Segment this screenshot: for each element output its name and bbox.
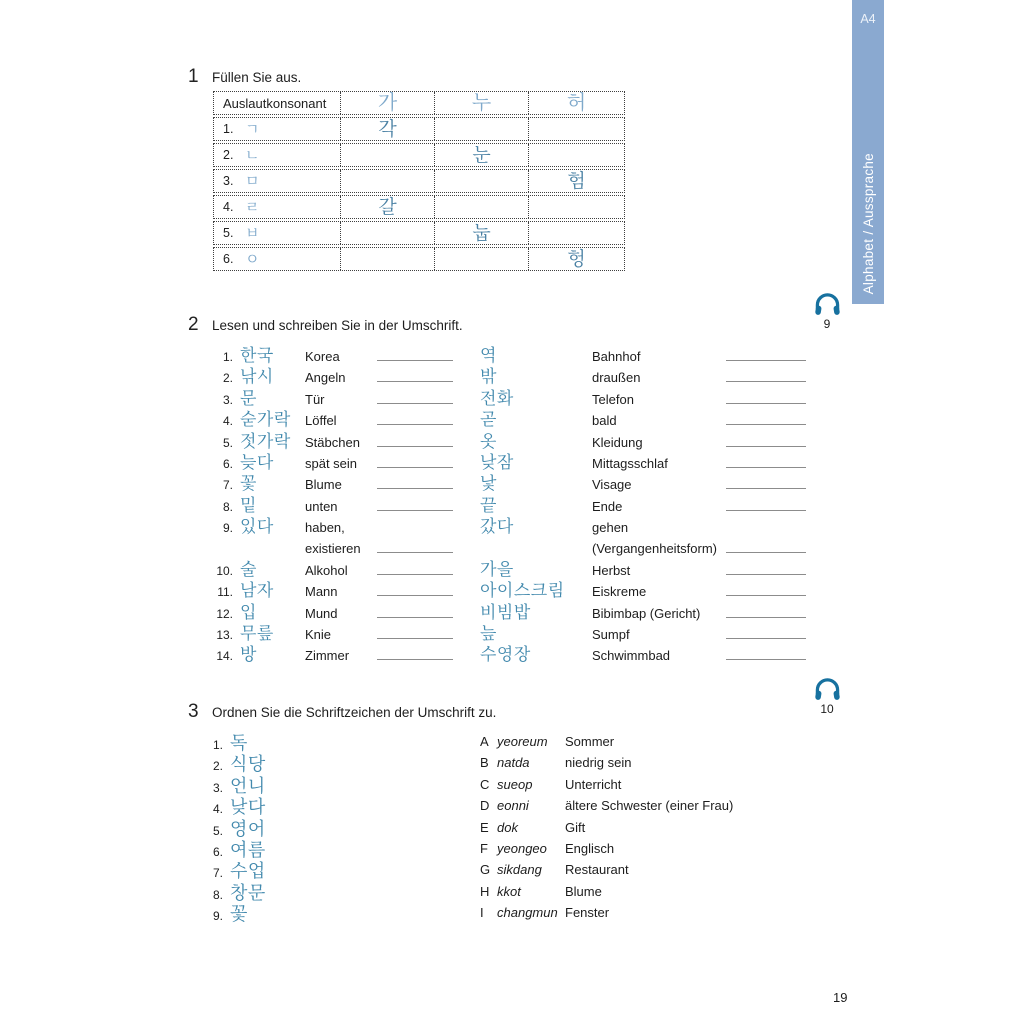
transcription-row: [211, 518, 806, 539]
option-letter: F: [480, 840, 488, 856]
right-answer-line[interactable]: [726, 455, 806, 468]
romanization: changmun: [497, 905, 558, 921]
item-number: 2.: [213, 759, 224, 774]
matching-option[interactable]: [480, 734, 733, 755]
right-answer-line[interactable]: [726, 562, 806, 575]
item-number: 8.: [213, 887, 224, 902]
answer-cell[interactable]: 눈: [434, 144, 528, 166]
option-letter: G: [480, 862, 491, 878]
romanization: dok: [497, 819, 518, 835]
left-answer-line[interactable]: [377, 498, 453, 511]
exercise2-instruction: Lesen und schreiben Sie in der Umschrift.: [212, 318, 463, 333]
answer-cell[interactable]: [340, 170, 434, 192]
german-word: Schwimmbad: [592, 648, 671, 664]
item-number: 9.: [213, 909, 224, 924]
item-number: 12.: [216, 606, 233, 621]
answer-cell[interactable]: [528, 144, 624, 166]
right-answer-line[interactable]: [726, 583, 806, 596]
exercise2-number: 2: [188, 314, 199, 335]
table-header-row: [213, 91, 625, 115]
item-number: 3.: [213, 780, 224, 795]
answer-cell[interactable]: [340, 222, 434, 244]
audio-track-number: 9: [823, 317, 831, 331]
item-number: 7.: [213, 866, 224, 881]
matching-options-list: [480, 734, 733, 927]
german-word: Angeln: [305, 370, 346, 386]
korean-word: 곧: [480, 410, 497, 430]
option-letter: H: [480, 883, 490, 899]
german-word: Knie: [305, 627, 332, 643]
item-number: 4.: [222, 414, 233, 429]
german-word: Fenster: [565, 905, 610, 921]
option-letter: A: [480, 734, 489, 749]
exercise1-instruction: Füllen Sie aus.: [212, 70, 302, 85]
german-word: Bahnhof: [592, 349, 641, 364]
right-answer-line[interactable]: [726, 647, 806, 660]
matching-option[interactable]: [480, 755, 733, 776]
exercise2-heading: [188, 314, 463, 336]
right-answer-line[interactable]: [726, 540, 806, 553]
korean-word: 독: [230, 733, 248, 753]
right-answer-line[interactable]: [726, 498, 806, 511]
item-number: 13.: [216, 628, 233, 643]
option-letter: B: [480, 755, 489, 771]
german-word: Alkohol: [305, 562, 348, 578]
table-row: [213, 169, 625, 193]
german-word: Gift: [565, 819, 586, 835]
german-word: haben,: [305, 520, 345, 536]
table-header-col-heo: 허: [528, 92, 624, 114]
korean-word: 영어: [230, 818, 266, 839]
item-number: 8.: [222, 499, 233, 514]
table-row-label: [214, 222, 340, 244]
korean-word: 낯: [480, 474, 497, 494]
transcription-row: [211, 497, 806, 518]
left-answer-line[interactable]: [377, 348, 453, 361]
row-number: 1.: [223, 122, 234, 136]
transcription-row: [211, 433, 806, 454]
korean-word: 창문: [230, 882, 266, 903]
german-word: Mittagsschlaf: [592, 455, 668, 471]
korean-word: 젓가락: [240, 431, 291, 451]
item-number: 10.: [216, 563, 233, 578]
matching-option[interactable]: [480, 841, 733, 862]
item-number: 11.: [217, 585, 233, 600]
item-number: 2.: [222, 371, 233, 386]
left-answer-line[interactable]: [377, 412, 453, 425]
korean-word: 수업: [230, 861, 266, 882]
table-row-label: [214, 118, 340, 140]
row-number: 3.: [223, 174, 234, 188]
korean-word: 갔다: [480, 517, 514, 537]
transcription-row: [211, 368, 806, 389]
answer-cell[interactable]: 헝: [528, 248, 624, 270]
chapter-section-wrap: [852, 153, 884, 294]
audio-track-badge[interactable]: [811, 677, 843, 716]
german-word: unten: [305, 498, 338, 514]
korean-word: 꽃: [230, 904, 248, 925]
row-number: 4.: [223, 200, 234, 214]
german-word: draußen: [592, 370, 641, 386]
audio-track-badge[interactable]: [811, 292, 843, 331]
right-answer-line[interactable]: [726, 605, 806, 618]
right-answer-line[interactable]: [726, 626, 806, 639]
answer-cell[interactable]: [528, 196, 624, 218]
row-consonant: ㅇ: [245, 250, 260, 268]
transcription-row: [211, 561, 806, 582]
german-word: (Vergangenheitsform): [592, 540, 718, 556]
matching-item[interactable]: [213, 884, 266, 905]
table-row-label: [214, 196, 340, 218]
korean-word: 있다: [240, 517, 274, 537]
korean-word: 입: [240, 602, 257, 622]
item-number: 3.: [222, 392, 233, 407]
table-body: [213, 117, 625, 271]
matching-option[interactable]: [480, 862, 733, 883]
item-number: 4.: [213, 802, 224, 817]
korean-word: 숟가락: [240, 410, 291, 430]
korean-word: 늦다: [240, 452, 274, 472]
answer-cell[interactable]: [434, 170, 528, 192]
table-row: [213, 221, 625, 245]
answer-cell[interactable]: [434, 196, 528, 218]
romanization: eonni: [497, 798, 529, 814]
item-number: 5.: [222, 435, 233, 450]
german-word: Sumpf: [592, 627, 630, 643]
row-number: 5.: [223, 226, 234, 240]
right-answer-line[interactable]: [726, 434, 806, 447]
table-row: [213, 195, 625, 219]
row-consonant: ㄴ: [245, 146, 260, 164]
row-number: 2.: [223, 148, 234, 162]
german-word: gehen: [592, 520, 629, 536]
table-row: [213, 143, 625, 167]
matching-option[interactable]: [480, 777, 733, 798]
german-word: Mund: [305, 605, 338, 621]
german-word: Blume: [565, 883, 602, 899]
left-answer-line[interactable]: [377, 455, 453, 468]
transcription-row: [211, 390, 806, 411]
right-answer-line[interactable]: [726, 369, 806, 382]
answer-cell[interactable]: [528, 222, 624, 244]
item-number: 5.: [213, 823, 224, 838]
german-word: Eiskreme: [592, 584, 647, 600]
transcription-row: [211, 582, 806, 603]
chapter-section-label: Alphabet / Aussprache: [860, 152, 876, 294]
left-answer-line[interactable]: [377, 605, 453, 618]
right-answer-line[interactable]: [726, 391, 806, 404]
romanization: natda: [497, 755, 530, 771]
korean-word: 문: [240, 388, 257, 408]
german-word: bald: [592, 413, 617, 429]
korean-word: 밖: [480, 367, 497, 387]
table-row-label: [214, 248, 340, 270]
answer-cell[interactable]: 눕: [434, 222, 528, 244]
matching-item[interactable]: [213, 755, 266, 776]
matching-korean-list: [213, 734, 266, 927]
korean-word: 한국: [240, 346, 274, 365]
transcription-row: [211, 475, 806, 496]
left-answer-line[interactable]: [377, 369, 453, 382]
table-row: [213, 247, 625, 271]
korean-word: 비빔밥: [480, 602, 531, 622]
left-answer-line[interactable]: [377, 647, 453, 660]
right-answer-line[interactable]: [726, 476, 806, 489]
romanization: sikdang: [497, 862, 542, 878]
korean-word: 늪: [480, 624, 497, 644]
row-consonant: ㄹ: [245, 198, 260, 216]
matching-item[interactable]: [213, 905, 266, 926]
matching-option[interactable]: [480, 820, 733, 841]
matching-item[interactable]: [213, 820, 266, 841]
korean-word: 끝: [480, 495, 497, 515]
german-word: Unterricht: [565, 776, 622, 792]
korean-word: 밑: [240, 495, 257, 515]
headphones-icon: [813, 677, 842, 702]
exercise1-heading: [188, 66, 301, 88]
korean-word: 언니: [230, 775, 266, 796]
korean-word: 술: [240, 559, 257, 579]
korean-word: 방: [240, 645, 257, 665]
transcription-row: [211, 646, 806, 667]
german-word: existieren: [305, 540, 361, 556]
transcription-row: [211, 625, 806, 646]
german-word: Visage: [592, 477, 632, 493]
item-number: 6.: [213, 844, 224, 859]
german-word: Löffel: [305, 413, 337, 429]
korean-word: 무릎: [240, 624, 274, 644]
german-word: Restaurant: [565, 862, 629, 878]
page-number: 19: [833, 990, 848, 1005]
korean-word: 여름: [230, 839, 266, 860]
consonant-table: [213, 91, 625, 273]
chapter-tab[interactable]: [852, 0, 884, 304]
exercise1-number: 1: [188, 66, 199, 87]
romanization: yeoreum: [497, 734, 548, 749]
item-number: 14.: [216, 649, 233, 664]
matching-option[interactable]: [480, 884, 733, 905]
row-number: 6.: [223, 252, 234, 266]
korean-word: 낚시: [240, 367, 274, 387]
matching-option[interactable]: [480, 798, 733, 819]
answer-cell[interactable]: 갈: [340, 196, 434, 218]
row-consonant: ㅁ: [245, 172, 260, 190]
answer-cell[interactable]: [340, 144, 434, 166]
option-letter: C: [480, 776, 490, 792]
romanization: sueop: [497, 776, 533, 792]
table-row-label: [214, 144, 340, 166]
german-word: ältere Schwester (einer Frau): [565, 798, 734, 814]
table-row-label: [214, 170, 340, 192]
left-answer-line[interactable]: [377, 434, 453, 447]
option-letter: I: [480, 905, 484, 921]
table-header-label: Auslautkonsonant: [223, 95, 327, 111]
answer-cell[interactable]: [340, 248, 434, 270]
transcription-list: [211, 347, 806, 668]
left-answer-line[interactable]: [377, 391, 453, 404]
left-answer-line[interactable]: [377, 626, 453, 639]
matching-item[interactable]: [213, 862, 266, 883]
korean-word: 아이스크림: [480, 581, 565, 601]
german-word: Korea: [305, 349, 340, 364]
item-number: 1.: [222, 350, 233, 364]
korean-word: 남자: [240, 581, 274, 601]
transcription-row: [211, 604, 806, 625]
transcription-row: [211, 540, 806, 561]
answer-cell[interactable]: [528, 118, 624, 140]
german-word: Kleidung: [592, 434, 643, 450]
korean-word: 가을: [480, 559, 514, 579]
german-word: Ende: [592, 498, 623, 514]
row-consonant: ㄱ: [245, 120, 260, 138]
romanization: yeongeo: [497, 840, 547, 856]
exercise3-instruction: Ordnen Sie die Schriftzeichen der Umschrift zu.: [212, 705, 497, 720]
german-word: Bibimbap (Gericht): [592, 605, 701, 621]
item-number: 9.: [222, 521, 233, 536]
german-word: Telefon: [592, 391, 634, 407]
item-number: 7.: [222, 478, 233, 493]
answer-cell[interactable]: 각: [340, 118, 434, 140]
matching-option[interactable]: [480, 905, 733, 926]
answer-cell[interactable]: 험: [528, 170, 624, 192]
german-word: spät sein: [305, 455, 358, 471]
left-answer-line[interactable]: [377, 540, 453, 553]
left-answer-line[interactable]: [377, 562, 453, 575]
answer-cell[interactable]: [434, 118, 528, 140]
table-header-col-ga: 가: [340, 92, 434, 114]
right-answer-line[interactable]: [726, 348, 806, 361]
exercise3-number: 3: [188, 701, 199, 722]
transcription-row: [211, 454, 806, 475]
korean-word: 낮다: [230, 797, 266, 818]
exercise3-heading: [188, 701, 496, 723]
table-row: [213, 117, 625, 141]
row-consonant: ㅂ: [245, 224, 260, 242]
german-word: Sommer: [565, 734, 615, 749]
german-word: niedrig sein: [565, 755, 632, 771]
item-number: 6.: [222, 456, 233, 471]
item-number: 1.: [213, 738, 224, 752]
transcription-row: [211, 347, 806, 368]
german-word: Herbst: [592, 562, 631, 578]
chapter-code: A4: [860, 12, 876, 26]
german-word: Englisch: [565, 840, 615, 856]
german-word: Tür: [305, 391, 325, 407]
matching-item[interactable]: [213, 798, 266, 819]
left-answer-line[interactable]: [377, 583, 453, 596]
option-letter: D: [480, 798, 490, 814]
korean-word: 식당: [230, 754, 266, 775]
german-word: Stäbchen: [305, 434, 360, 450]
korean-word: 옷: [480, 431, 497, 451]
korean-word: 전화: [480, 388, 514, 408]
korean-word: 역: [480, 346, 497, 365]
german-word: Zimmer: [305, 648, 350, 664]
korean-word: 꽃: [240, 474, 257, 494]
korean-word: 낮잠: [480, 452, 514, 472]
right-answer-line[interactable]: [726, 412, 806, 425]
answer-cell[interactable]: [434, 248, 528, 270]
audio-track-number: 10: [820, 702, 834, 716]
table-header-col-nu: 누: [434, 92, 528, 114]
left-answer-line[interactable]: [377, 476, 453, 489]
romanization: kkot: [497, 883, 521, 899]
matching-item[interactable]: [213, 734, 266, 755]
german-word: Blume: [305, 477, 342, 493]
matching-item[interactable]: [213, 841, 266, 862]
headphones-icon: [813, 292, 842, 317]
german-word: Mann: [305, 584, 338, 600]
transcription-row: [211, 411, 806, 432]
matching-item[interactable]: [213, 777, 266, 798]
korean-word: 수영장: [480, 645, 531, 665]
option-letter: E: [480, 819, 489, 835]
